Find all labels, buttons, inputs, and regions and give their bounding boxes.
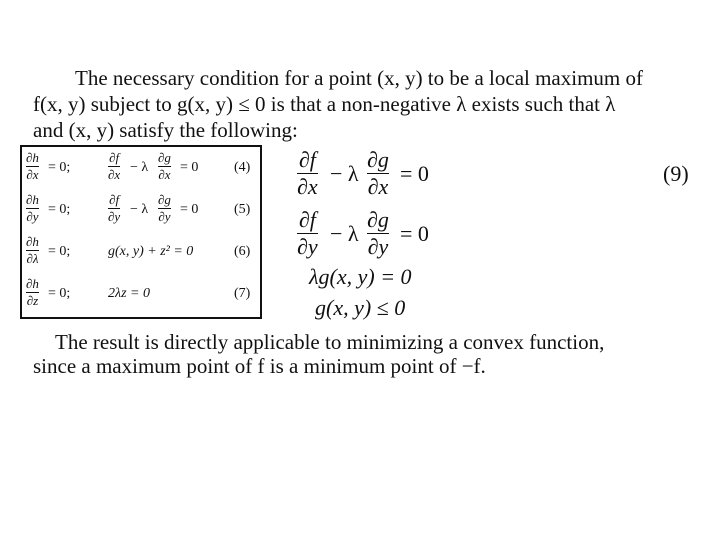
paragraph-line-1: The necessary condition for a point (x, y) to be a local maximum of: [75, 66, 643, 90]
df-dy-fraction: ∂f ∂y: [108, 192, 121, 224]
dh-dlambda-fraction: ∂h ∂λ: [26, 234, 39, 266]
equation-number-7: (7): [234, 286, 251, 301]
paragraph-line-2: f(x, y) subject to g(x, y) ≤ 0 is that a non-negative λ exists such that λ: [33, 92, 616, 116]
minus-lambda: − λ: [130, 160, 149, 175]
equation-row-7: [22, 275, 260, 315]
sys-minus-lambda-2: − λ: [330, 221, 359, 246]
sys-eq-2: = 0: [400, 221, 429, 246]
eq-6-constraint: g(x, y) + z² = 0: [108, 244, 194, 259]
eq-4-zero: = 0: [180, 160, 199, 175]
dh-dz-fraction: ∂h ∂z: [26, 276, 39, 308]
equation-row-5: [22, 191, 260, 231]
df-dx-fraction: ∂f ∂x: [108, 150, 121, 182]
paragraph-line-3: and (x, y) satisfy the following:: [33, 118, 298, 142]
equation-box: [20, 145, 262, 319]
eq-6-lhs: = 0;: [48, 244, 71, 259]
eq-4-lhs: = 0;: [48, 160, 71, 175]
conclusion-line-2: since a maximum point of f is a minimum point of −f.: [33, 354, 486, 378]
feasibility-constraint: g(x, y) ≤ 0: [315, 295, 406, 320]
dh-dy-fraction: ∂h ∂y: [26, 192, 39, 224]
big-dg-dx: ∂g ∂x: [367, 147, 389, 199]
eq-5-lhs: = 0;: [48, 202, 71, 217]
minus-lambda: − λ: [130, 202, 149, 217]
equation-row-6: [22, 233, 260, 273]
big-dg-dy: ∂g ∂y: [367, 207, 389, 259]
conclusion-line-1: The result is directly applicable to minimizing a convex function,: [55, 330, 605, 354]
eq-5-zero: = 0: [180, 202, 199, 217]
sys-eq-1: = 0: [400, 161, 429, 186]
equation-number-9: (9): [663, 161, 689, 186]
equation-row-4: [22, 149, 260, 189]
complementary-slackness: λg(x, y) = 0: [309, 264, 412, 289]
eq-7-lhs: = 0;: [48, 286, 71, 301]
sys-minus-lambda-1: − λ: [330, 161, 359, 186]
big-df-dy: ∂f ∂y: [297, 207, 318, 259]
dg-dx-fraction: ∂g ∂x: [158, 150, 171, 182]
dh-dx-fraction: ∂h ∂x: [26, 150, 39, 182]
dg-dy-fraction: ∂g ∂y: [158, 192, 171, 224]
equation-number-4: (4): [234, 160, 251, 175]
big-df-dx: ∂f ∂x: [297, 147, 318, 199]
equation-number-5: (5): [234, 202, 251, 217]
equation-number-6: (6): [234, 244, 251, 259]
eq-7-slackness: 2λz = 0: [108, 286, 150, 301]
